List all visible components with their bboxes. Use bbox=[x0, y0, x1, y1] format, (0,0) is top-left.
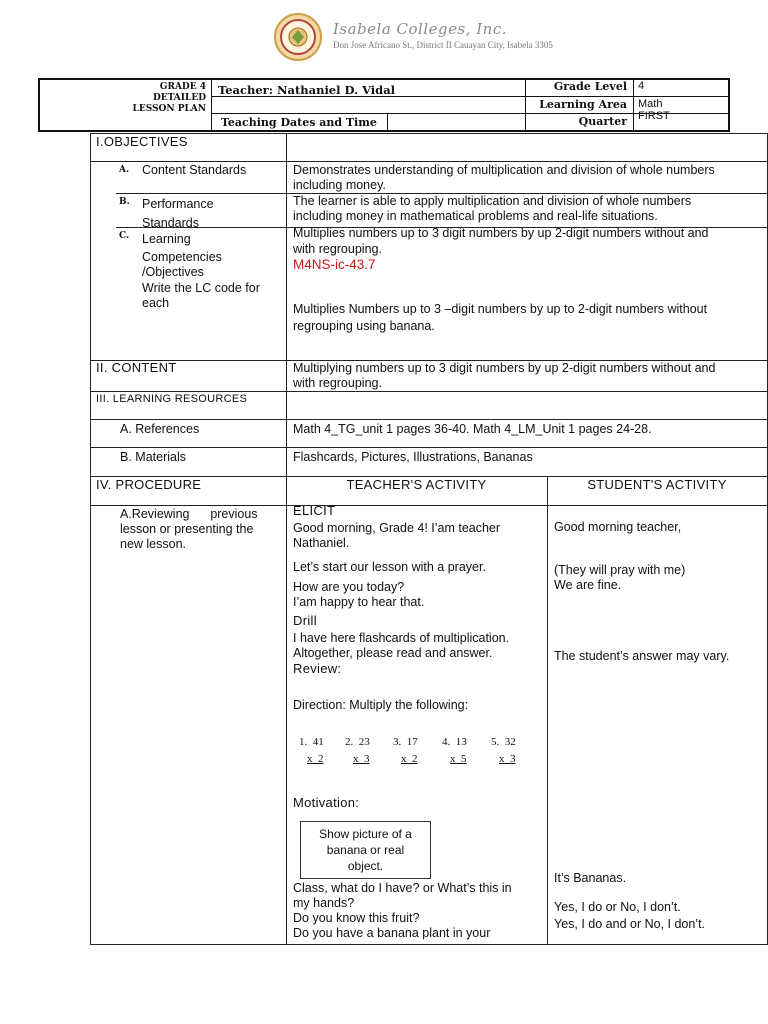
references-text: Math 4_TG_unit 1 pages 36-40. Math 4_LM_Unit 1 pages 24-28. bbox=[293, 422, 652, 436]
grade-level-value: 4 bbox=[638, 80, 645, 92]
learning-area-value: Math bbox=[638, 98, 663, 110]
teacher-how-are-you: How are you today? I’am happy to hear that. bbox=[293, 580, 425, 609]
materials-label: B. Materials bbox=[120, 450, 186, 464]
student-activity-header: STUDENT'S ACTIVITY bbox=[587, 477, 727, 492]
problem-1: 1. 41 x 2 bbox=[299, 736, 324, 765]
student-yes-no: Yes, I do or No, I don’t. Yes, I do and or No, I don’t. bbox=[554, 900, 706, 931]
review-label: Review: bbox=[293, 661, 342, 676]
motivation-label: Motivation: bbox=[293, 795, 360, 810]
content-text: Multiplying numbers up to 3 digit numbers by up 2-digit numbers without and with regrouping. bbox=[293, 361, 716, 390]
teacher-activity-header: TEACHER'S ACTIVITY bbox=[346, 477, 487, 492]
learning-area-label: Learning Area bbox=[539, 98, 627, 111]
quarter-value: FIRST bbox=[638, 110, 670, 122]
teacher-motivation-questions: Class, what do I have? or What’s this in my hands? Do you know this fruit? Do you have a banana plant in your bbox=[293, 881, 512, 940]
student-greeting: Good morning teacher, bbox=[554, 520, 682, 534]
learning-competencies-label: Learning Competencies /Objectives Write the LC code for each bbox=[142, 232, 260, 310]
references-label: A. References bbox=[120, 422, 200, 436]
grade-level-label: Grade Level bbox=[553, 80, 627, 93]
problem-2: 2. 23 x 3 bbox=[345, 736, 370, 765]
problem-4: 4. 13 x 5 bbox=[442, 736, 467, 765]
quarter-label: Quarter bbox=[578, 115, 627, 128]
student-prayer: (They will pray with me) We are fine. bbox=[554, 563, 686, 592]
lesson-info-table bbox=[38, 78, 730, 132]
letter-c: C. bbox=[119, 231, 130, 241]
teacher-prayer: Let’s start our lesson with a prayer. bbox=[293, 560, 486, 574]
step-a-label: A.Reviewing previous lesson or presenting the new lesson. bbox=[120, 507, 258, 551]
banana-picture-box: Show picture of a banana or real object. bbox=[300, 821, 431, 879]
performance-standards-label: Performance Standards bbox=[142, 197, 214, 230]
learning-resources-heading: III. LEARNING RESOURCES bbox=[96, 393, 248, 405]
performance-standards-text: The learner is able to apply multiplication and division of whole numbers including money in mathematical problems and real-life situations. bbox=[293, 194, 692, 223]
materials-text: Flashcards, Pictures, Illustrations, Bananas bbox=[293, 450, 533, 464]
direction-text: Direction: Multiply the following: bbox=[293, 698, 469, 712]
teaching-dates-label: Teaching Dates and Time bbox=[221, 116, 377, 129]
elicit-label: ELICIT bbox=[293, 503, 336, 518]
teacher-drill-text: I have here flashcards of multiplication. Altogether, please read and answer. bbox=[293, 631, 510, 660]
letter-a: A. bbox=[119, 165, 130, 175]
teacher-name: Teacher: Nathaniel D. Vidal bbox=[218, 83, 396, 97]
lc-code: M4NS-ic-43.7 bbox=[293, 257, 376, 272]
content-standards-text: Demonstrates understanding of multiplication and division of whole numbers including money. bbox=[293, 163, 715, 192]
learning-competencies-text: Multiplies numbers up to 3 digit numbers by up 2-digit numbers without and with regrouping. bbox=[293, 226, 709, 256]
procedure-heading: IV. PROCEDURE bbox=[96, 477, 202, 492]
teacher-greeting: Good morning, Grade 4! I’am teacher Nathaniel. bbox=[293, 521, 501, 550]
problem-5: 5. 32 x 3 bbox=[491, 736, 516, 765]
problem-3: 3. 17 x 2 bbox=[393, 736, 418, 765]
learning-objective-text: Multiplies Numbers up to 3 –digit numbers by up to 2-digit numbers without regrouping using banana. bbox=[293, 302, 708, 333]
objectives-heading: I.OBJECTIVES bbox=[96, 134, 188, 149]
content-standards-label: Content Standards bbox=[142, 163, 247, 177]
content-heading: II. CONTENT bbox=[96, 360, 177, 375]
school-seal-logo bbox=[270, 12, 326, 62]
student-drill-answer: The student’s answer may vary. bbox=[554, 649, 730, 663]
school-name: Isabela Colleges, Inc. bbox=[333, 20, 508, 38]
drill-label: Drill bbox=[293, 613, 317, 628]
doc-title: GRADE 4 DETAILED LESSON PLAN bbox=[132, 82, 206, 114]
student-bananas: It’s Bananas. bbox=[554, 871, 627, 885]
school-address: Don Jose Africano St., District II Cauayan City, Isabela 3305 bbox=[333, 40, 553, 50]
letter-b: B. bbox=[119, 197, 130, 207]
